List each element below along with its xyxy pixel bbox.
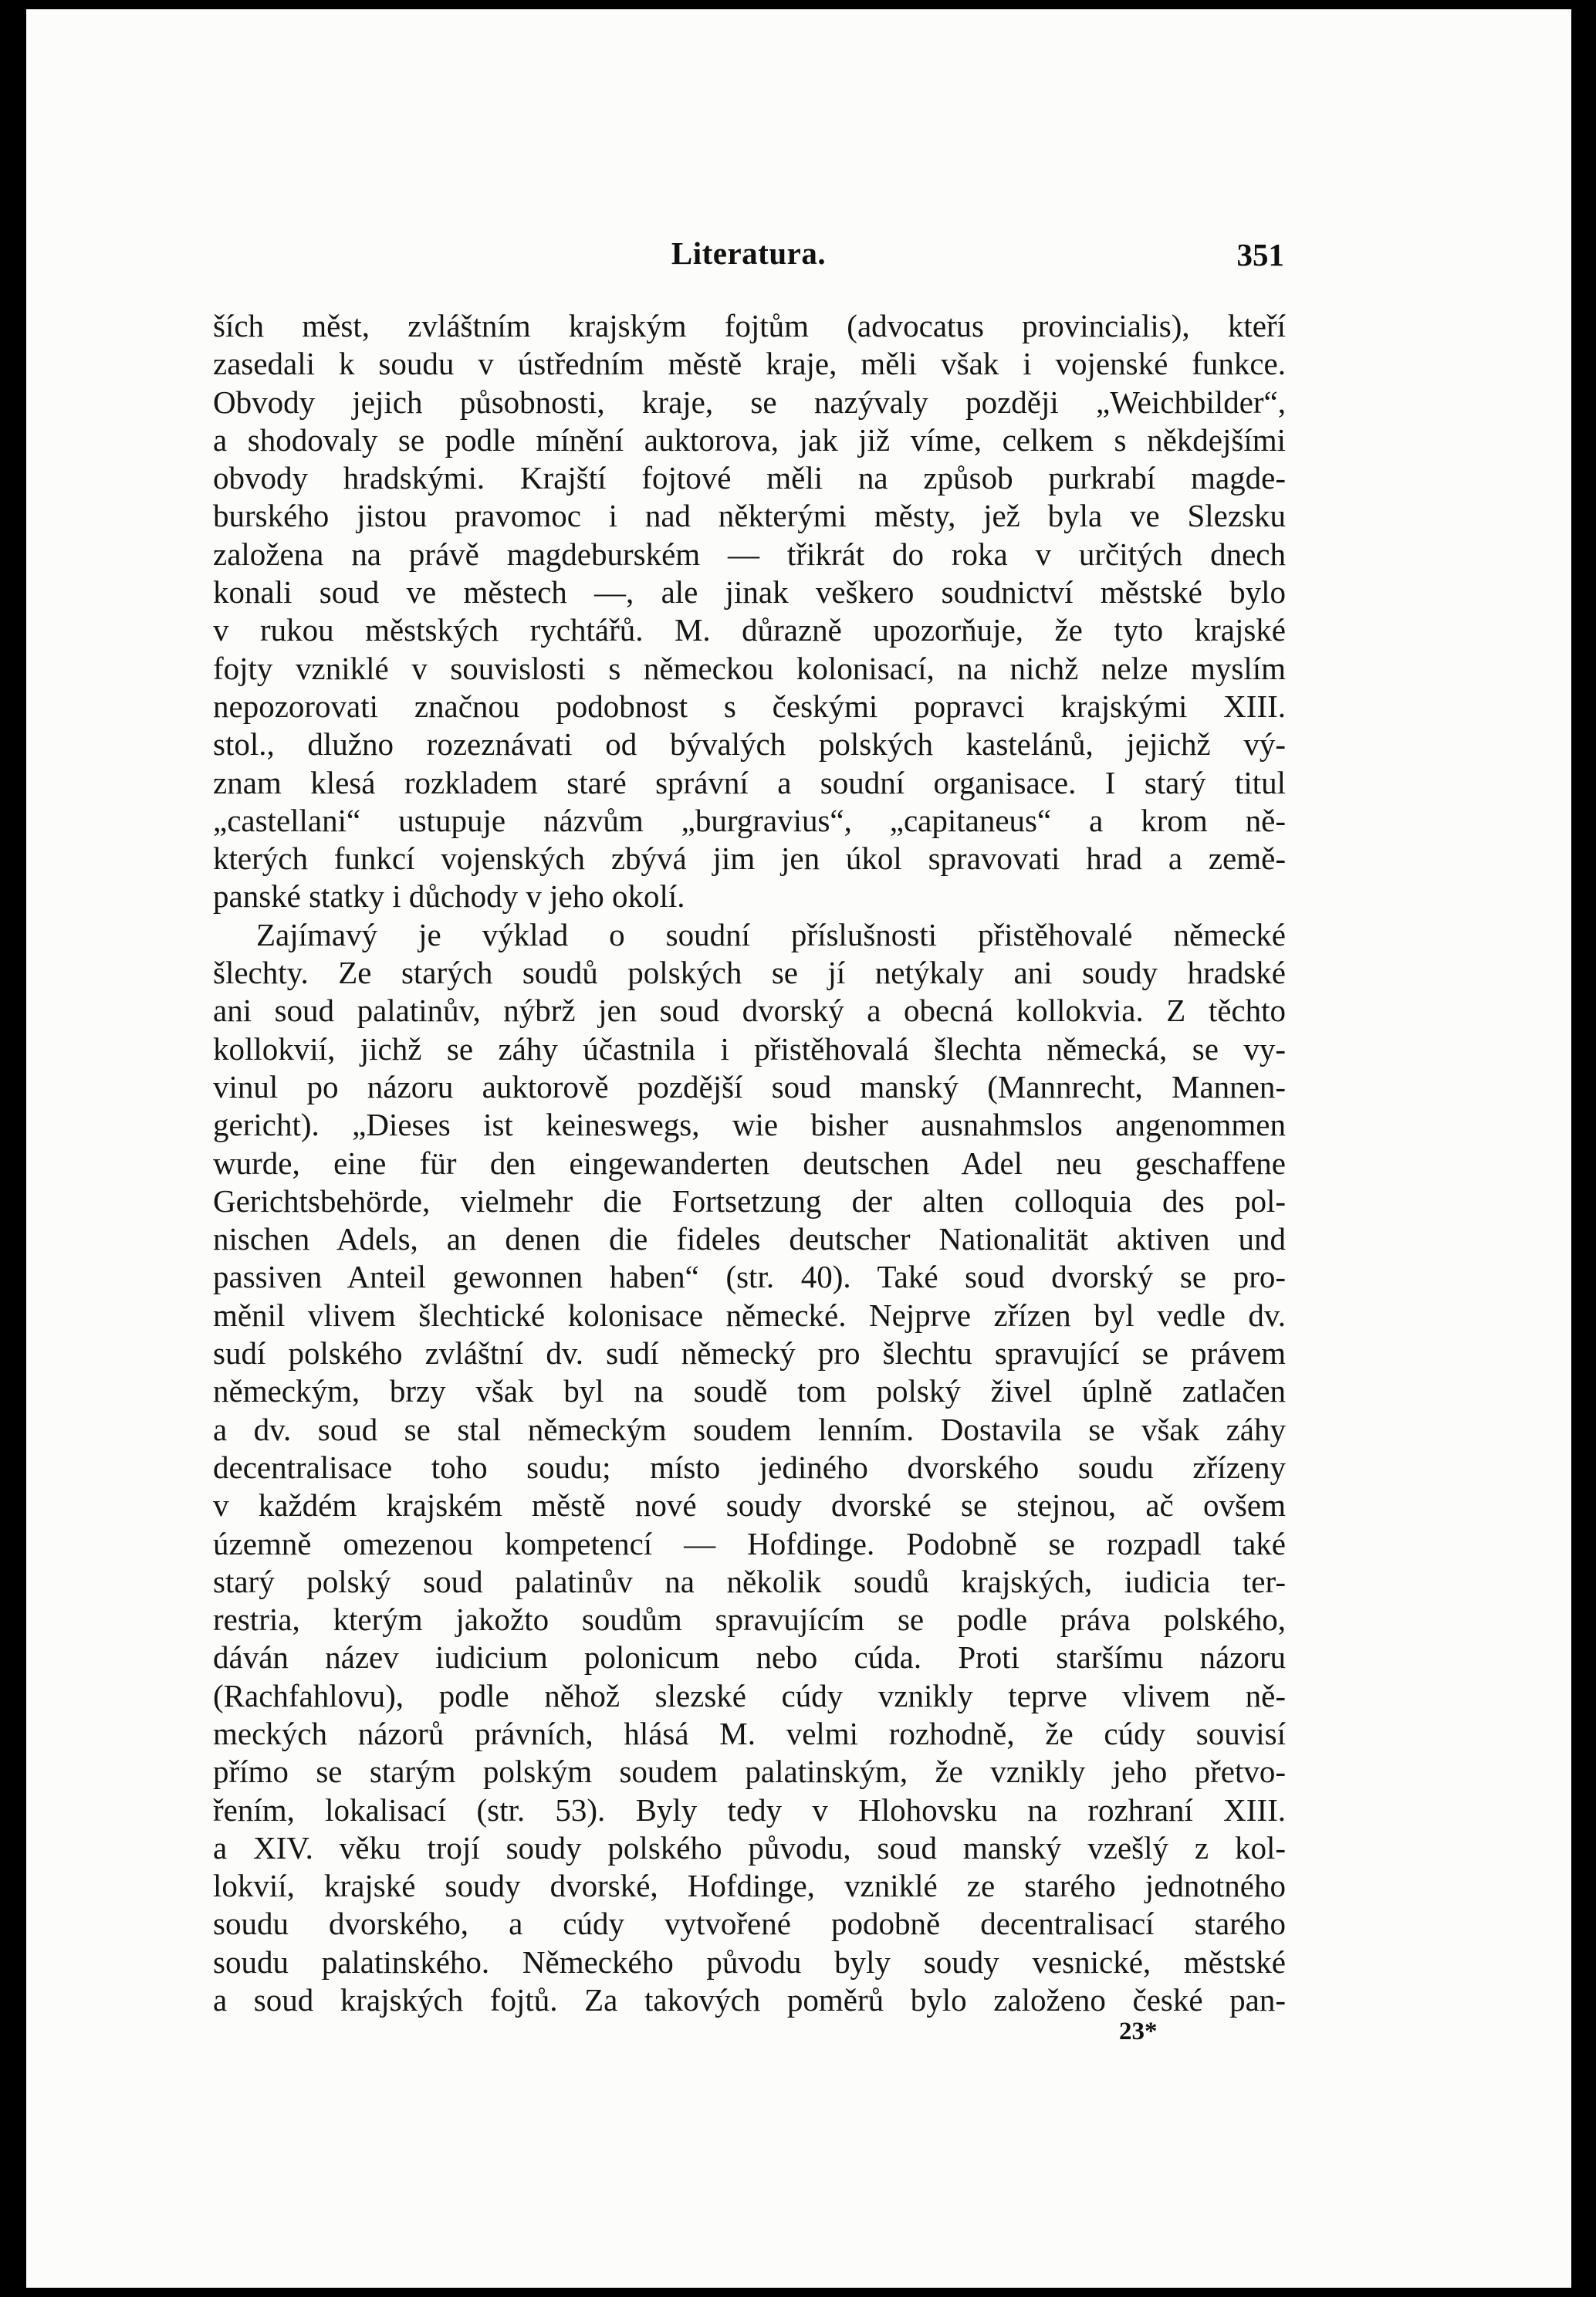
text-line: konali soud ve městech —, ale jinak veškero soudnictví městské bylo (213, 574, 1286, 611)
text-line: založena na právě magdeburském — třikrát do roka v určitých dnech (213, 536, 1286, 572)
text-line: a soud krajských fojtů. Za takových poměrů bylo založeno české pan- (213, 1982, 1286, 2018)
text-line: ani soud palatinův, nýbrž jen soud dvorský a obecná kollokvia. Z těchto (213, 993, 1286, 1029)
text-line: wurde, eine für den eingewanderten deutschen Adel neu geschaffene (213, 1145, 1286, 1181)
text-line: přímo se starým polským soudem palatinským, že vznikly jeho přetvo- (213, 1754, 1286, 1790)
text-line: soudu dvorského, a cúdy vytvořené podobně decentralisací starého (213, 1906, 1286, 1942)
text-line: „castellani“ ustupuje názvům „burgravius“, „capitaneus“ a krom ně- (213, 802, 1286, 838)
text-line: (Rachfahlovu), podle něhož slezské cúdy vznikly teprve vlivem ně- (213, 1677, 1286, 1713)
text-line: obvody hradskými. Krajští fojtové měli na způsob purkrabí magde- (213, 460, 1286, 496)
text-line: šlechty. Ze starých soudů polských se jí netýkaly ani soudy hradské (213, 955, 1286, 991)
text-line: fojty vzniklé v souvislosti s německou kolonisací, na nichž nelze myslím (213, 650, 1286, 686)
text-line: dáván název iudicium polonicum nebo cúda. Proti staršímu názoru (213, 1639, 1286, 1676)
text-line: Gerichtsbehörde, vielmehr die Fortsetzung der alten colloquia des pol- (213, 1182, 1286, 1219)
page-header (213, 232, 1284, 281)
text-line: kollokvií, jichž se záhy účastnila i přistěhovalá šlechta německá, se vy- (213, 1030, 1286, 1067)
paragraph-start-line: Zajímavý je výklad o soudní příslušnosti přistěhovalé německé (256, 916, 1286, 952)
text-line: stol., dlužno rozeznávati od bývalých polských kastelánů, jejichž vý- (213, 726, 1286, 763)
text-line: soudu palatinského. Německého původu byly soudy vesnické, městské (213, 1943, 1286, 1980)
text-line: v rukou městských rychtářů. M. důrazně upozorňuje, že tyto krajské (213, 612, 1286, 648)
text-line: územně omezenou kompetencí — Hofdinge. Podobně se rozpadl také (213, 1525, 1286, 1561)
text-line: meckých názorů právních, hlásá M. velmi rozhodně, že cúdy souvisí (213, 1715, 1286, 1751)
text-line: zasedali k soudu v ústředním městě kraje, měli však i vojenské funkce. (213, 346, 1286, 382)
text-line: burského jistou pravomoc i nad některými městy, jež byla ve Slezsku (213, 498, 1286, 534)
text-line: a dv. soud se stal německým soudem lenním. Dostavila se však záhy (213, 1411, 1286, 1447)
text-line: starý polský soud palatinův na několik soudů krajských, iudicia ter- (213, 1563, 1286, 1599)
running-title: Literatura. (671, 235, 827, 271)
body-text (213, 307, 1286, 2019)
text-line: kterých funkcí vojenských zbývá jim jen úkol spravovati hrad a země- (213, 841, 1286, 877)
text-line: passiven Anteil gewonnen haben“ (str. 40). Také soud dvorský se pro- (213, 1259, 1286, 1295)
text-line: decentralisace toho soudu; místo jediného dvorského soudu zřízeny (213, 1449, 1286, 1485)
page-number: 351 (1236, 237, 1284, 272)
text-line: a XIV. věku trojí soudy polského původu, soud manský vzešlý z kol- (213, 1829, 1286, 1866)
text-line: a shodovaly se podle mínění auktorova, jak již víme, celkem s někdejšími (213, 421, 1286, 458)
text-line: německým, brzy však byl na soudě tom polský živel úplně zatlačen (213, 1373, 1286, 1409)
text-line: Obvody jejich působnosti, kraje, se nazývaly později „Weichbilder“, (213, 384, 1286, 420)
text-line: ších měst, zvláštním krajským fojtům (advocatus provincialis), kteří (213, 308, 1286, 343)
text-line: nischen Adels, an denen die fideles deutscher Nationalität aktiven und (213, 1221, 1286, 1257)
text-line: měnil vlivem šlechtické kolonisace německé. Nejprve zřízen byl vedle dv. (213, 1297, 1286, 1333)
text-line: nepozorovati značnou podobnost s českými popravci krajskými XIII. (213, 688, 1286, 724)
printer-signature-mark: 23* (1119, 2018, 1158, 2045)
text-line: v každém krajském městě nové soudy dvorské se stejnou, ač ovšem (213, 1487, 1286, 1524)
text-line: vinul po názoru auktorově pozdější soud manský (Mannrecht, Mannen- (213, 1068, 1286, 1105)
text-line: gericht). „Dieses ist keineswegs, wie bisher ausnahmslos angenommen (213, 1107, 1286, 1143)
text-line: znam klesá rozkladem staré správní a soudní organisace. I starý titul (213, 764, 1286, 800)
text-line: sudí polského zvláštní dv. sudí německý pro šlechtu spravující se právem (213, 1335, 1286, 1372)
text-line: řením, lokalisací (str. 53). Byly tedy v Hlohovsku na rozhraní XIII. (213, 1791, 1286, 1828)
text-line: restria, kterým jakožto soudům spravujícím se podle práva polského, (213, 1602, 1286, 1638)
text-line: lokvií, krajské soudy dvorské, Hofdinge, vzniklé ze starého jednotného (213, 1868, 1286, 1904)
paragraph-end-line: panské statky i důchody v jeho okolí. (213, 878, 685, 915)
